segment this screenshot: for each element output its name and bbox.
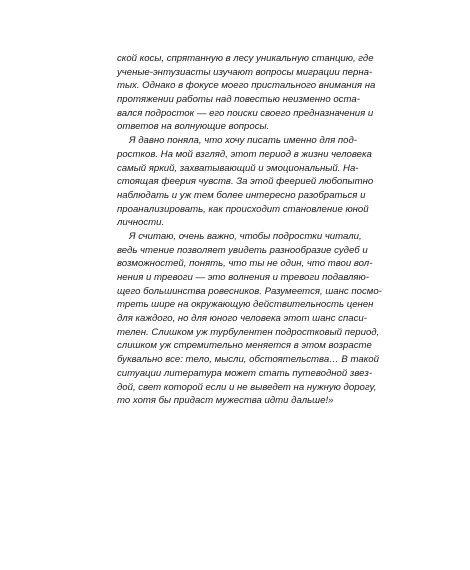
text-line: Я считаю, очень важно, чтобы подростки читали, bbox=[129, 230, 362, 242]
text-line: ученые-энтузиасты изучают вопросы миграции перна- bbox=[117, 66, 373, 78]
text-line: дой, свет которой если и не выведет на нужную дорогу, bbox=[117, 381, 377, 393]
text-line: проанализировать, как происходит становление юной bbox=[117, 203, 369, 215]
text-line: треть шире на окружающую действительность ценен bbox=[117, 299, 374, 311]
text-line: самый яркий, захватывающий и эмоциональный. На- bbox=[117, 162, 359, 174]
text-line: протяжении работы над повестью неизменно оста- bbox=[117, 94, 360, 106]
text-line: слишком уж стремительно меняется в этом возрасте bbox=[117, 340, 372, 352]
text-line: наблюдать и уж тем более интересно разобраться и bbox=[117, 189, 366, 201]
text-line: личности. bbox=[117, 217, 165, 229]
paragraph-3 bbox=[117, 230, 382, 408]
text-line: ответов на волнующие вопросы. bbox=[117, 121, 270, 133]
text-line: ской косы, спрятанную в лесу уникальную станцию, где bbox=[117, 53, 374, 64]
text-line: телен. Слишком уж турбулентен подростковый период, bbox=[117, 326, 380, 338]
text-line: то хотя бы придаст мужества идти дальше!» bbox=[117, 395, 334, 407]
text-line: ведь чтение позволяет увидеть разнообразие судеб и bbox=[117, 244, 368, 256]
text-line: Я давно поняла, что хочу писать именно для под- bbox=[129, 135, 357, 147]
text-line: возможностей, понять, что ты не один, что твои вол- bbox=[117, 258, 373, 270]
text-line: ситуации литература может стать путеводной звез- bbox=[117, 367, 373, 379]
text-line: тых. Однако в фокусе моего пристального внимания на bbox=[117, 80, 376, 92]
text-line: нения и тревоги — это волнения и тревоги подавляю- bbox=[117, 272, 369, 283]
text-line: для каждого, но для юного человека этот шанс спаси- bbox=[117, 313, 367, 325]
text-line: ростков. На мой взгляд, этот период в жизни человека bbox=[117, 148, 372, 160]
text-line: стоящая феерия чувств. За этой феерией любопытно bbox=[117, 176, 374, 188]
paragraph-1 bbox=[117, 52, 376, 134]
text-line: щего большинства ровесников. Разумеется, шанс посмо- bbox=[117, 285, 382, 297]
paragraph-2 bbox=[117, 134, 374, 230]
text-line: буквально все: тело, мысли, обстоятельства… В такой bbox=[117, 354, 379, 366]
text-line: вался подросток — его поиски своего предназначения и bbox=[117, 107, 374, 119]
body-text bbox=[117, 52, 382, 408]
